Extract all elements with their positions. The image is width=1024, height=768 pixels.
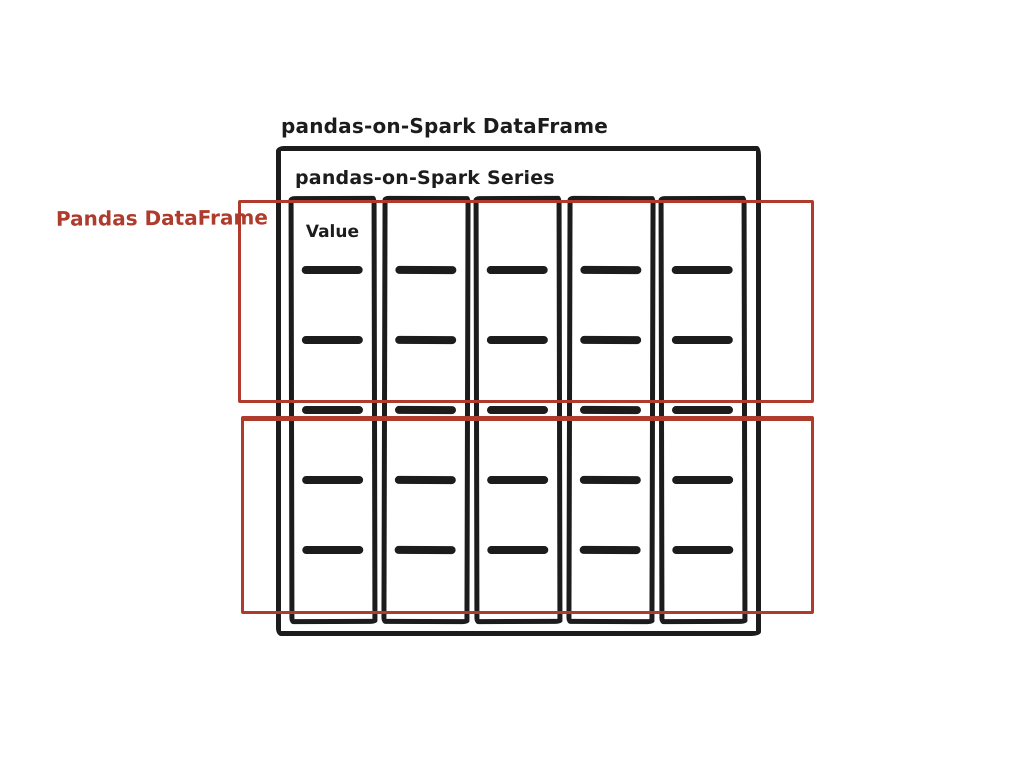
data-row-dash (394, 406, 455, 414)
data-row-dash (487, 406, 548, 414)
spark-series-label: pandas-on-Spark Series (295, 167, 555, 189)
pandas-dataframe-box-top (238, 200, 814, 403)
value-column-header: Value (305, 221, 360, 243)
data-row-dash (302, 406, 363, 414)
data-row-dash (580, 406, 641, 414)
pandas-dataframe-box-bottom (241, 416, 814, 614)
spark-dataframe-title: pandas-on-Spark DataFrame (281, 114, 608, 138)
pandas-dataframe-label: Pandas DataFrame (55, 205, 268, 231)
data-row-dash (672, 406, 733, 414)
